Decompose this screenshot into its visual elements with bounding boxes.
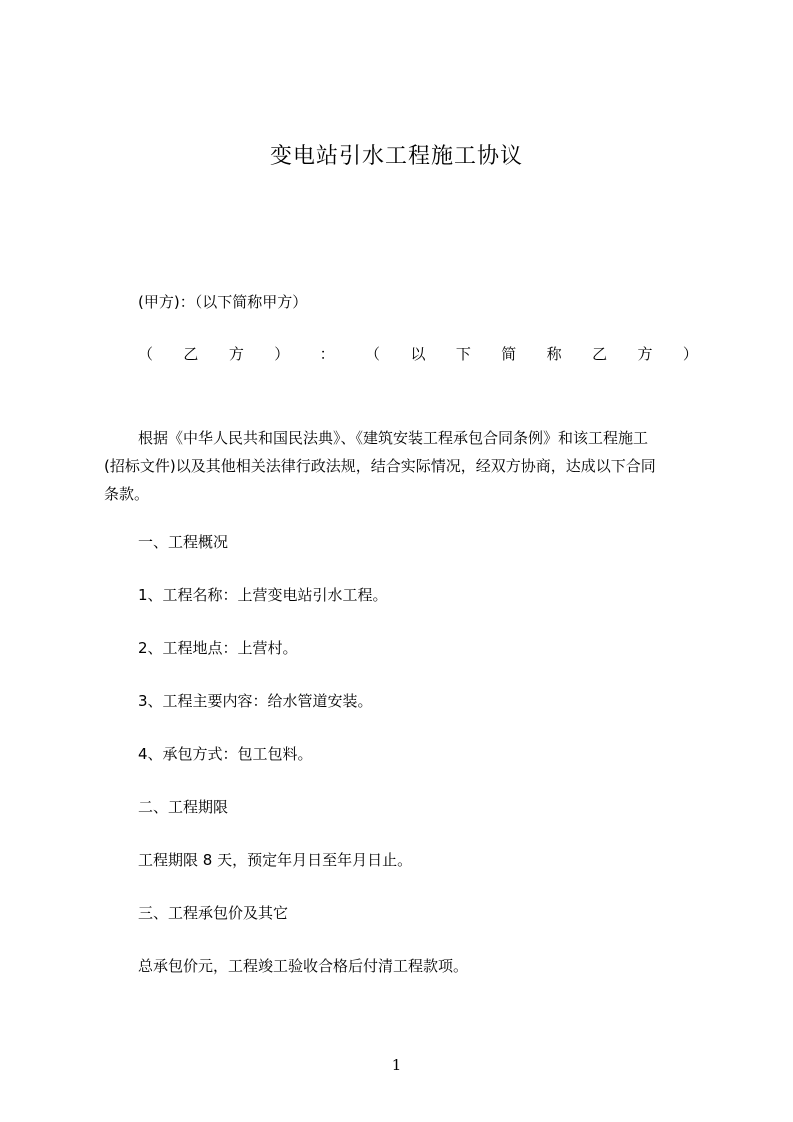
party-b-char: 称 (546, 345, 562, 363)
party-b-char: 乙 (183, 345, 199, 363)
intro-line: 根据《中华人民共和国民法典》、《建筑安装工程承包合同条例》和该工程施工 (138, 429, 649, 447)
party-b-char: ： (319, 345, 335, 363)
party-b-char: 以 (410, 345, 426, 363)
intro-line: (招标文件)以及其他相关法律行政法规，结合实际情况，经双方协商，达成以下合同 (104, 457, 656, 475)
price-text: 总承包价元，工程竣工验收合格后付清工程款项。 (138, 957, 469, 975)
party-b-char: 方 (228, 345, 244, 363)
party-b-line (138, 344, 698, 364)
period-text: 工程期限 8 天，预定年月日至年月日止。 (138, 851, 413, 869)
party-b-char: ） (682, 345, 698, 363)
party-a-line: (甲方)：（以下简称甲方） (138, 293, 308, 311)
item-project-content: 3、工程主要内容：给水管道安装。 (138, 692, 373, 710)
party-b-char: 乙 (592, 345, 608, 363)
party-b-char: ） (274, 345, 290, 363)
page-number: 1 (391, 1056, 402, 1074)
party-b-char: 下 (455, 345, 471, 363)
section-heading-overview: 一、工程概况 (138, 533, 229, 551)
document-title: 变电站引水工程施工协议 (269, 144, 523, 169)
item-contract-method: 4、承包方式：包工包料。 (138, 745, 313, 763)
intro-line: 条款。 (104, 485, 150, 503)
intro-paragraph (104, 424, 696, 508)
party-b-char: （ (138, 345, 154, 363)
item-project-name: 1、工程名称：上营变电站引水工程。 (138, 586, 388, 604)
party-b-char: （ (365, 345, 381, 363)
section-heading-price: 三、工程承包价及其它 (138, 904, 289, 922)
party-b-char: 简 (501, 345, 517, 363)
section-heading-period: 二、工程期限 (138, 798, 229, 816)
item-project-location: 2、工程地点：上营村。 (138, 639, 298, 657)
party-b-char: 方 (637, 345, 653, 363)
